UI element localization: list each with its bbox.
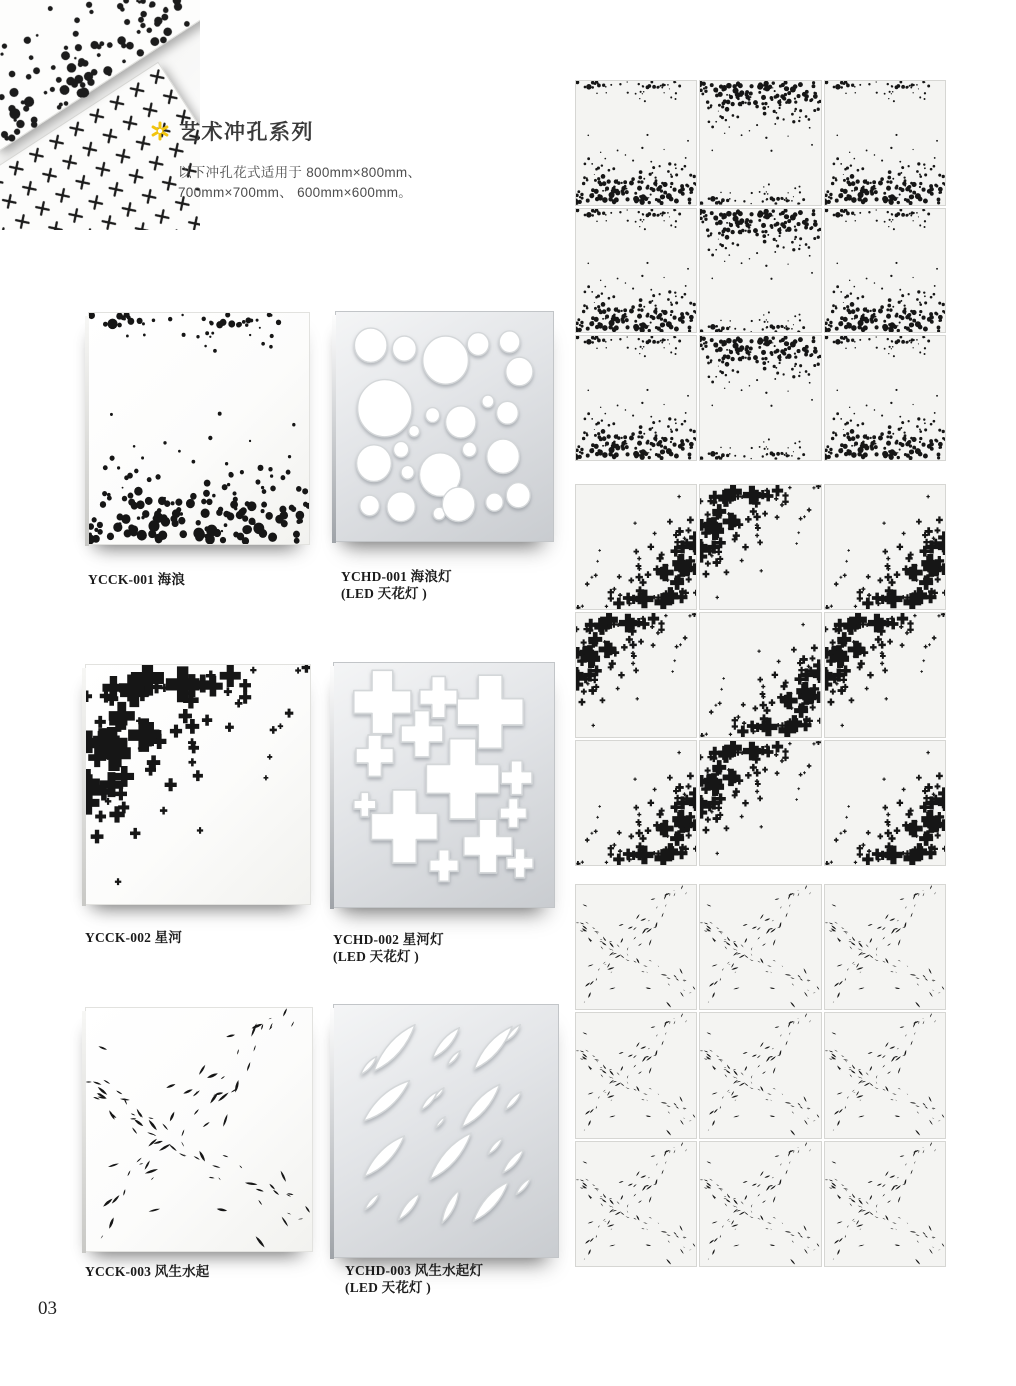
description-line-1: 以下冲孔花式适用于 800mm×800mm、 [178, 165, 422, 180]
product-label [341, 568, 452, 602]
grid-tile [575, 1012, 697, 1138]
grid-tile [824, 335, 946, 461]
tile-grid-crosses [575, 484, 946, 866]
product-code-name: YCCK-002 星河 [85, 930, 183, 945]
grid-tile [824, 80, 946, 206]
product-code-name: YCCK-003 风生水起 [85, 1264, 210, 1279]
panel-image-ychd-001 [335, 311, 554, 542]
grid-tile [824, 740, 946, 866]
leaves-pattern-svg [86, 1008, 312, 1251]
product-label [88, 571, 185, 588]
grid-tile [575, 208, 697, 334]
product-sublabel: (LED 天花灯 ) [341, 586, 427, 601]
tile-grid-wave-dots [575, 80, 946, 461]
panel-image-ychd-002 [333, 662, 555, 908]
grid-tile [699, 884, 821, 1010]
page-number: 03 [38, 1298, 57, 1319]
product-label [345, 1262, 483, 1296]
grid-tile [699, 612, 821, 738]
product-code-name: YCHD-002 星河灯 [333, 932, 444, 947]
series-header [150, 116, 314, 146]
grid-tile [575, 1141, 697, 1267]
grid-tile [699, 740, 821, 866]
product-sublabel: (LED 天花灯 ) [345, 1280, 431, 1295]
panel-image-ycck-003 [85, 1007, 313, 1252]
series-description [178, 163, 421, 203]
panel-image-ycck-001 [88, 312, 310, 545]
grid-tile [824, 884, 946, 1010]
grid-tile [575, 80, 697, 206]
grid-tile [824, 1012, 946, 1138]
product-label [85, 1263, 209, 1280]
grid-tile [824, 612, 946, 738]
grid-tile [824, 484, 946, 610]
grid-tile [699, 208, 821, 334]
grid-tile [824, 208, 946, 334]
product-sublabel: (LED 天花灯 ) [333, 949, 419, 964]
product-code-name: YCHD-001 海浪灯 [341, 569, 452, 584]
description-line-2: 700mm×700mm、 600mm×600mm。 [178, 185, 413, 200]
product-code-name: YCCK-001 海浪 [88, 572, 186, 587]
asterisk-flower-icon [150, 121, 170, 141]
grid-tile [699, 1012, 821, 1138]
tile-grid-leaves [575, 884, 946, 1267]
grid-tile [575, 612, 697, 738]
cross-cutouts-pattern-svg [334, 663, 554, 907]
grid-tile [575, 740, 697, 866]
wave-dots-pattern-svg [89, 313, 309, 544]
product-label [85, 929, 182, 946]
grid-tile [824, 1141, 946, 1267]
product-label [333, 931, 444, 965]
series-title: 艺术冲孔系列 [179, 121, 314, 144]
panel-image-ychd-003 [333, 1004, 559, 1258]
crosses-pattern-svg [86, 665, 310, 904]
grid-tile [699, 1141, 821, 1267]
product-code-name: YCHD-003 风生水起灯 [345, 1263, 484, 1278]
leaf-cutouts-pattern-svg [334, 1005, 558, 1257]
grid-tile [699, 80, 821, 206]
grid-tile [699, 335, 821, 461]
panel-image-ycck-002 [85, 664, 311, 905]
grid-tile [575, 335, 697, 461]
grid-tile [699, 484, 821, 610]
grid-tile [575, 484, 697, 610]
grid-tile [575, 884, 697, 1010]
circle-cutouts-pattern-svg [336, 312, 553, 541]
